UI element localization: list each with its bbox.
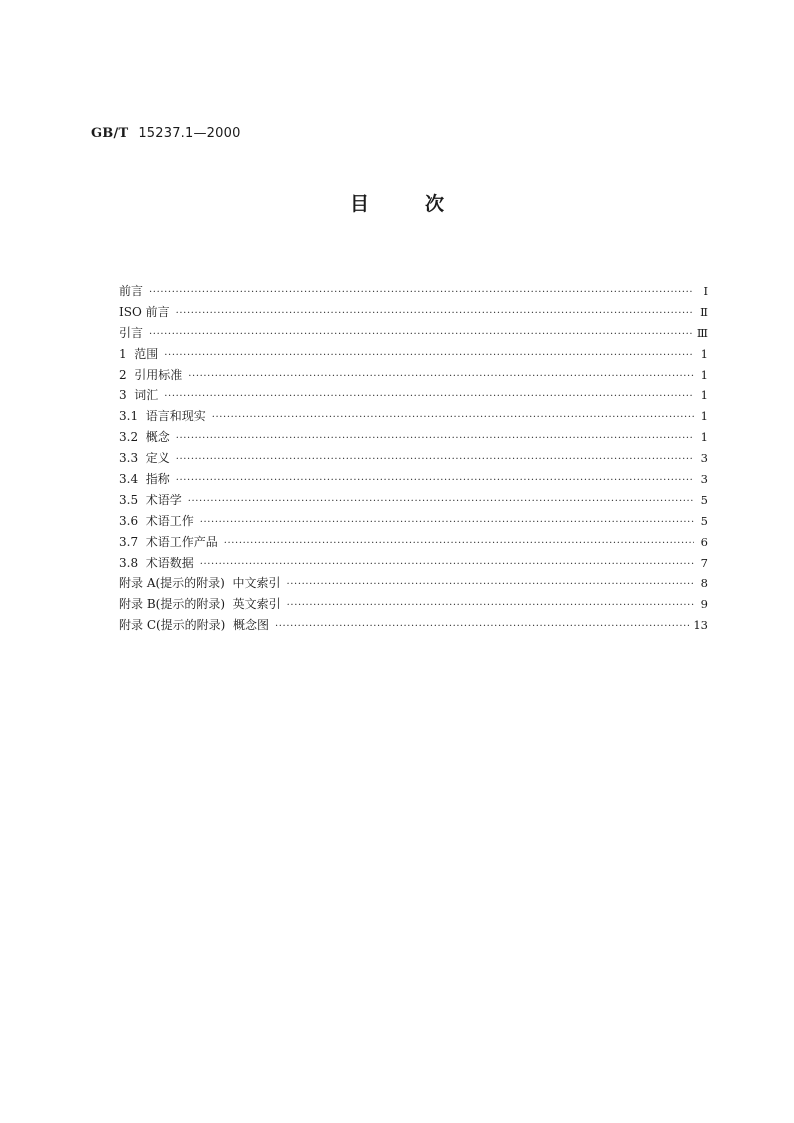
toc-entry-label: ISO 前言 xyxy=(119,304,170,319)
toc-entry-page: 1 xyxy=(700,430,708,445)
toc-entry-label: 3.3 定义 xyxy=(119,451,170,466)
toc-entry-label: 3.4 指称 xyxy=(119,472,170,487)
dot-leader xyxy=(149,283,694,304)
toc-entry-page: 3 xyxy=(700,451,708,466)
toc-entry-3-8[interactable] xyxy=(119,553,708,574)
dot-leader xyxy=(176,429,694,450)
table-of-contents xyxy=(119,281,708,636)
toc-entry-page: 13 xyxy=(693,618,708,633)
dot-leader xyxy=(286,575,694,596)
toc-entry-label: 3.6 术语工作 xyxy=(119,513,194,528)
toc-entry-label: 引言 xyxy=(119,325,144,340)
toc-entry-page: 8 xyxy=(700,576,708,591)
toc-entry-label: 2 引用标准 xyxy=(119,367,183,382)
standard-code xyxy=(91,126,241,141)
toc-entry-iso-foreword[interactable] xyxy=(119,302,708,323)
toc-entry-page: 7 xyxy=(700,555,708,570)
toc-entry-label: 附录 C(提示的附录) 概念图 xyxy=(119,618,269,633)
toc-entry-label: 附录 B(提示的附录) 英文索引 xyxy=(119,597,281,612)
toc-entry-page: 6 xyxy=(700,534,708,549)
toc-entry-3-1[interactable] xyxy=(119,406,708,427)
dot-leader xyxy=(149,325,693,346)
dot-leader xyxy=(164,387,694,408)
dot-leader xyxy=(164,346,694,367)
toc-entry-3-6[interactable] xyxy=(119,511,708,532)
dot-leader xyxy=(224,534,694,555)
toc-entry-3-4[interactable] xyxy=(119,469,708,490)
page-title: 目次 xyxy=(349,193,500,215)
toc-entry-page: 3 xyxy=(700,472,708,487)
toc-entry-label: 3.5 术语学 xyxy=(119,492,182,507)
toc-entry-foreword[interactable] xyxy=(119,281,708,302)
standard-number: 15237.1—2000 xyxy=(138,126,241,141)
toc-entry-introduction[interactable] xyxy=(119,323,708,344)
dot-leader xyxy=(188,492,694,513)
toc-entry-label: 3 词汇 xyxy=(119,388,159,403)
toc-entry-scope[interactable] xyxy=(119,344,708,365)
toc-entry-label: 附录 A(提示的附录) 中文索引 xyxy=(119,576,281,591)
dot-leader xyxy=(212,408,694,429)
toc-entry-3-3[interactable] xyxy=(119,448,708,469)
toc-entry-3-7[interactable] xyxy=(119,532,708,553)
toc-entry-label: 1 范围 xyxy=(119,346,159,361)
toc-entry-annex-b[interactable] xyxy=(119,594,708,615)
toc-entry-page: 1 xyxy=(700,409,708,424)
toc-entry-3-2[interactable] xyxy=(119,427,708,448)
toc-entry-label: 3.7 术语工作产品 xyxy=(119,534,218,549)
dot-leader xyxy=(176,471,694,492)
toc-entry-label: 3.1 语言和现实 xyxy=(119,409,206,424)
toc-entry-page: 1 xyxy=(700,346,708,361)
toc-entry-normative-references[interactable] xyxy=(119,365,708,386)
toc-entry-page: 9 xyxy=(700,597,708,612)
toc-entry-page: 5 xyxy=(700,492,708,507)
toc-entry-page: Ⅰ xyxy=(703,284,708,298)
toc-entry-page: Ⅲ xyxy=(696,325,708,340)
dot-leader xyxy=(200,513,694,534)
dot-leader xyxy=(200,555,694,576)
toc-entry-page: 5 xyxy=(700,513,708,528)
toc-entry-annex-a[interactable] xyxy=(119,573,708,594)
toc-entry-page: Ⅱ xyxy=(700,304,708,319)
dot-leader xyxy=(287,596,694,617)
toc-entry-vocabulary[interactable] xyxy=(119,385,708,406)
dot-leader xyxy=(176,450,694,471)
toc-entry-3-5[interactable] xyxy=(119,490,708,511)
dot-leader xyxy=(176,304,694,325)
toc-entry-label: 3.2 概念 xyxy=(119,430,170,445)
toc-entry-page: 1 xyxy=(700,367,708,382)
toc-entry-page: 1 xyxy=(700,388,708,403)
dot-leader xyxy=(188,367,694,388)
toc-entry-annex-c[interactable] xyxy=(119,615,708,636)
toc-entry-label: 前言 xyxy=(119,284,144,298)
standard-prefix: GB/T xyxy=(91,126,129,141)
dot-leader xyxy=(275,617,689,638)
toc-entry-label: 3.8 术语数据 xyxy=(119,555,194,570)
